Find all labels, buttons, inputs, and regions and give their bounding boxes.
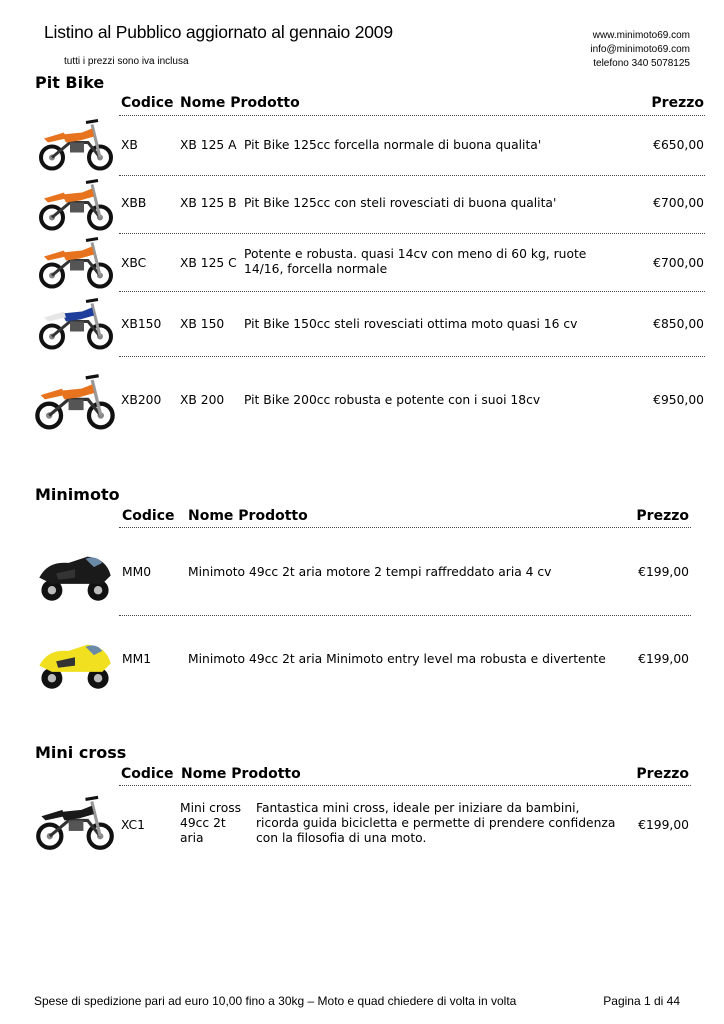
black-mini-cross-photo bbox=[33, 786, 117, 858]
product-code: XB150 bbox=[121, 317, 162, 331]
product-model: XB 125 B bbox=[180, 196, 237, 210]
orange-pit-bike-photo bbox=[36, 116, 116, 172]
section-title-pit-bike: Pit Bike bbox=[35, 73, 105, 92]
row-divider bbox=[119, 291, 705, 292]
header-divider bbox=[119, 115, 705, 116]
product-price: €199,00 bbox=[638, 565, 689, 579]
product-code: XBC bbox=[121, 256, 147, 270]
column-header-code: Codice bbox=[122, 508, 175, 524]
product-description: Potente e robusta. quasi 14cv con meno di 60 kg, ruote 14/16, forcella normale bbox=[244, 247, 587, 276]
section-title-mini-cross: Mini cross bbox=[35, 743, 127, 762]
header-divider bbox=[119, 527, 691, 528]
row-divider bbox=[119, 615, 691, 616]
column-header-price: Prezzo bbox=[651, 95, 704, 111]
page-number: Pagina 1 di 44 bbox=[603, 994, 680, 1008]
orange-pit-bike-photo bbox=[32, 362, 118, 440]
product-price: €199,00 bbox=[638, 652, 689, 666]
product-model: XB 200 bbox=[180, 393, 225, 407]
header-divider bbox=[119, 785, 691, 786]
blue-pit-bike-photo bbox=[36, 294, 116, 352]
product-price: €650,00 bbox=[653, 138, 704, 152]
product-description: Pit Bike 125cc con steli rovesciati di buona qualita' bbox=[244, 196, 557, 210]
product-description: Minimoto 49cc 2t aria Minimoto entry level ma robusta e divertente bbox=[188, 652, 606, 666]
website-link[interactable]: www.minimoto69.com bbox=[592, 30, 690, 41]
column-header-code: Codice bbox=[121, 95, 174, 111]
page-title: Listino al Pubblico aggiornato al gennaio 2009 bbox=[44, 22, 393, 42]
product-description: Minimoto 49cc 2t aria motore 2 tempi raffreddato aria 4 cv bbox=[188, 565, 552, 579]
product-model: Mini cross 49cc 2t aria bbox=[180, 801, 242, 845]
product-price: €950,00 bbox=[653, 393, 704, 407]
product-code: MM1 bbox=[122, 652, 152, 666]
product-code: XBB bbox=[121, 196, 147, 210]
product-code: XB bbox=[121, 138, 138, 152]
yellow-minimoto-photo bbox=[33, 627, 117, 699]
product-code: MM0 bbox=[122, 565, 152, 579]
product-price: €700,00 bbox=[653, 256, 704, 270]
column-header-price: Prezzo bbox=[636, 766, 689, 782]
product-price: €850,00 bbox=[653, 317, 704, 331]
email-link[interactable]: info@minimoto69.com bbox=[590, 44, 690, 55]
black-minimoto-photo bbox=[33, 540, 117, 610]
product-code: XB200 bbox=[121, 393, 162, 407]
column-header-code: Codice bbox=[121, 766, 174, 782]
product-code: XC1 bbox=[121, 818, 145, 832]
product-description: Pit Bike 125cc forcella normale di buona qualita' bbox=[244, 138, 542, 152]
product-description: Fantastica mini cross, ideale per iniziare da bambini, ricorda guida bicicletta e permette di prendere confidenza con la filosofia di una moto. bbox=[256, 801, 616, 845]
column-header-name: Nome Prodotto bbox=[188, 508, 308, 524]
column-header-name: Nome Prodotto bbox=[181, 766, 301, 782]
phone-number: telefono 340 5078125 bbox=[593, 58, 690, 69]
product-price: €199,00 bbox=[638, 818, 689, 832]
shipping-note: Spese di spedizione pari ad euro 10,00 fino a 30kg – Moto e quad chiedere di volta in volta bbox=[34, 994, 517, 1008]
row-divider bbox=[119, 233, 705, 234]
vat-note: tutti i prezzi sono iva inclusa bbox=[64, 56, 189, 67]
product-model: XB 125 A bbox=[180, 138, 237, 152]
column-header-name: Nome Prodotto bbox=[180, 95, 300, 111]
product-model: XB 150 bbox=[180, 317, 225, 331]
product-model: XB 125 C bbox=[180, 256, 237, 270]
product-description: Pit Bike 150cc steli rovesciati ottima moto quasi 16 cv bbox=[244, 317, 578, 331]
row-divider bbox=[119, 356, 705, 357]
orange-pit-bike-photo bbox=[36, 234, 116, 290]
column-header-price: Prezzo bbox=[636, 508, 689, 524]
section-title-minimoto: Minimoto bbox=[35, 485, 120, 504]
product-description: Pit Bike 200cc robusta e potente con i suoi 18cv bbox=[244, 393, 541, 407]
orange-pit-bike-photo bbox=[36, 176, 116, 232]
row-divider bbox=[119, 175, 705, 176]
product-price: €700,00 bbox=[653, 196, 704, 210]
